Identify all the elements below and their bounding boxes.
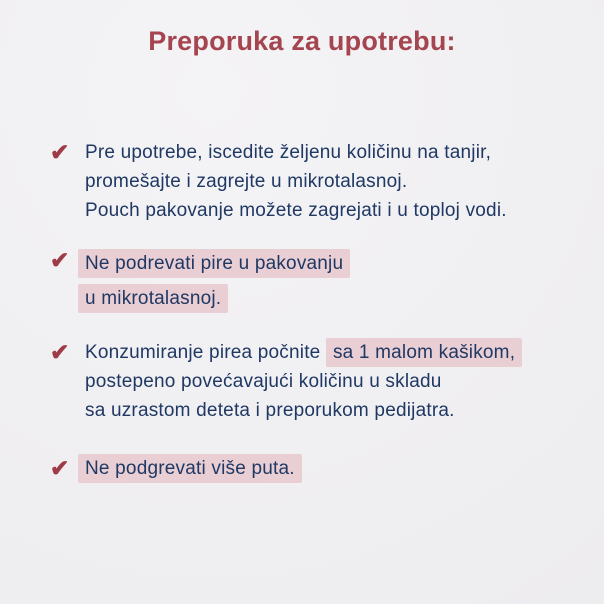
bullet-text-segment: sa uzrastom deteta i preporukom pedijatra. xyxy=(85,400,455,421)
bullet-text-segment: Konzumiranje pirea počnite xyxy=(85,342,326,363)
list-item xyxy=(50,454,584,483)
bullet-text-segment: promešajte i zagrejte u mikrotalasnoj. xyxy=(85,171,408,192)
text-line xyxy=(85,138,584,167)
check-icon: ✔ xyxy=(50,247,70,273)
bullet-text xyxy=(85,338,584,425)
text-line xyxy=(85,396,584,425)
highlighted-text-segment: Ne podgrevati više puta. xyxy=(78,454,302,483)
bullet-text xyxy=(85,246,584,316)
list-item xyxy=(50,338,584,425)
text-line xyxy=(85,281,584,316)
text-line xyxy=(85,196,584,225)
check-icon: ✔ xyxy=(50,139,70,165)
highlighted-text-segment: Ne podrevati pire u pakovanju xyxy=(78,249,350,278)
text-line xyxy=(85,367,584,396)
text-line xyxy=(85,246,584,281)
text-line xyxy=(85,454,584,483)
bullet-text-segment: Pre upotrebe, iscedite željenu količinu na tanjir, xyxy=(85,142,492,163)
list-item xyxy=(50,138,584,225)
text-line xyxy=(85,338,584,367)
list-item xyxy=(50,246,584,316)
highlighted-text-segment: sa 1 malom kašikom, xyxy=(326,338,522,367)
bullet-text xyxy=(85,454,584,483)
recommendation-list xyxy=(50,138,584,483)
check-icon: ✔ xyxy=(50,455,70,481)
page-title: Preporuka za upotrebu: xyxy=(148,26,456,56)
text-line xyxy=(85,167,584,196)
highlighted-text-segment: u mikrotalasnoj. xyxy=(78,284,228,313)
bullet-text-segment: Pouch pakovanje možete zagrejati i u toploj vodi. xyxy=(85,200,507,221)
check-icon: ✔ xyxy=(50,339,70,365)
bullet-text xyxy=(85,138,584,225)
bullet-text-segment: postepeno povećavajući količinu u skladu xyxy=(85,371,442,392)
